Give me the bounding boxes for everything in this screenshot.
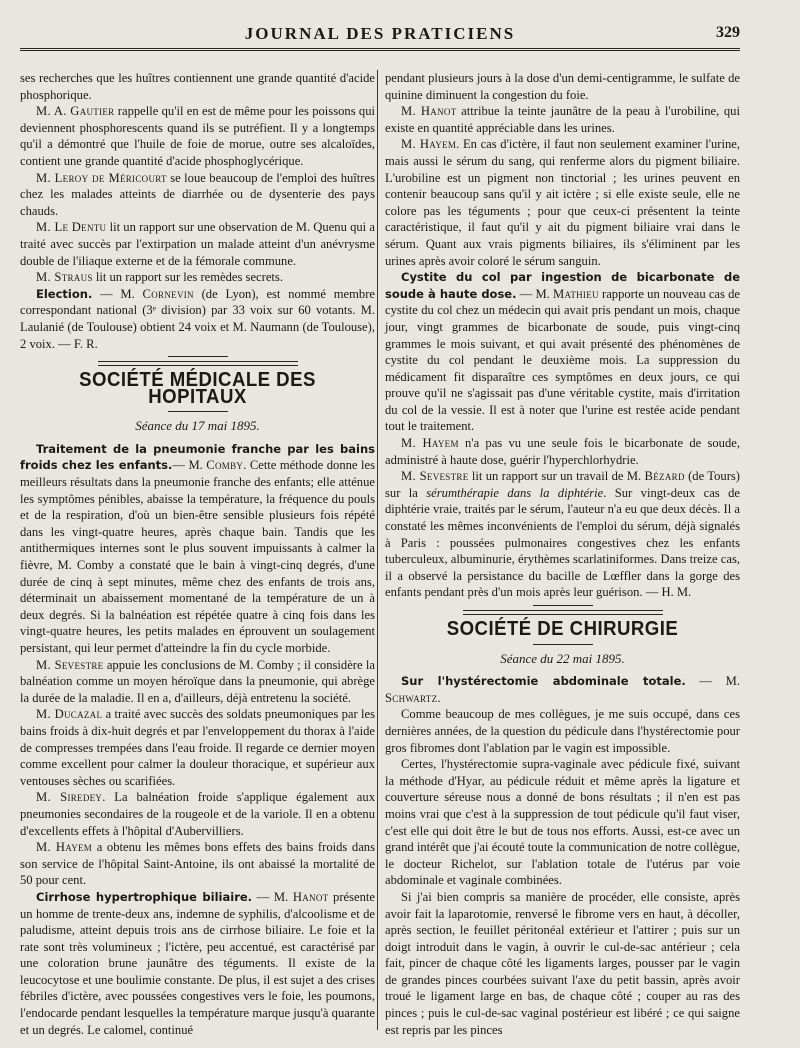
speaker-name: M. Leroy de Méricourt: [36, 170, 167, 185]
section-rule: [533, 644, 593, 645]
section-rule: [168, 411, 228, 412]
speaker-name: M. Ducazal: [36, 707, 103, 722]
paragraph: M. Leroy de Méricourt se loue beaucoup de l'emploi des huîtres chez les malades atteints de diarrhée ou de dysenterie des pays chauds.: [20, 170, 375, 218]
speaker-name: M. Hayem: [401, 137, 457, 152]
paragraph: M. Sevestre appuie les conclusions de M. Comby ; il considère la balnéation comme un moyen héroïque dans la pneumonie, qui abrège la durée de la maladie. Il en a, d'ailleurs, déjà entretenu la société.: [20, 657, 375, 705]
right-column: [385, 70, 740, 1038]
paragraph: pendant plusieurs jours à la dose d'un demi-centigramme, le sulfate de quinine diminuent la congestion du foie.: [385, 71, 740, 102]
paragraph: M. Ducazal a traité avec succès des soldats pneumoniques par les bains froids à dix-huit degrés et par l'enveloppement du thorax à l'aide de compresses trempées dans l'eau froide. Il regarde ce dernier moyen comme excellent pour calmer la douleur thoracique, et supérieur aux ventouses sèches ou scarifiées.: [20, 707, 375, 788]
signature: — H. M.: [642, 585, 692, 600]
run-in-heading: Election.: [36, 286, 93, 301]
paragraph: Certes, l'hystérectomie supra-vaginale avec pédicule fixé, suivant la méthode d'Hyar, au pédicule réduit et même après la ligature et couverture séreuse nous a donné de bons résultats ; il n'en est pas moins vrai que c'est à la suppression de tout pédicule qu'il faut viser, c'est elle qui doit être le but de tous nos efforts. Aussi, est-ce avec un grand intérêt que j'ai écouté toute la communication de notre collègue, le docteur Richelot, sur l'ablation totale de l'utérus par voie abdominale et vaginale combinées.: [385, 757, 740, 888]
speaker-name: M. Hanot: [401, 104, 457, 119]
paragraph: M. Sevestre lit un rapport sur un travail de M. Bézard (de Tours) sur la sérumthérapie dans la diphtérie. Sur vingt-deux cas de diphtérie vraie, traités par le sérum, l'auteur n'a eu que deux décès. Il a constaté les mêmes inconvénients de l'emploi du sérum, déjà signalés à Paris : poussées pulmonaires congestives chez les enfants tuberculeux, albuminurie, érythèmes scarlatiniformes. Dans treize cas, il a observé la persistance du bacille de Lœffler dans la gorge des enfants pendant près d'un mois après leur guérison. — H. M.: [385, 469, 741, 600]
paragraph: M. Hayem a obtenu les mêmes bons effets des bains froids dans son service de l'hôpital Saint-Antoine, ils ont abaissé la mortalité de 50 pour cent.: [20, 840, 375, 888]
speaker-name: M. Sevestre: [36, 657, 104, 672]
speaker-name: Bézard: [644, 469, 685, 484]
paragraph: Sur l'hystérectomie abdominale totale. — M. Schwartz.: [385, 674, 740, 705]
speaker-name: M. Hayem: [401, 436, 459, 451]
left-column: [20, 70, 375, 1038]
run-in-heading: Cirrhose hypertrophique biliaire.: [36, 889, 253, 904]
paragraph: Cystite du col par ingestion de bicarbonate de soude à haute dose. — M. Mathieu rapporte un nouveau cas de cystite du col chez un médecin qui avait pris pendant un mois, chaque jour, vingt grammes de bicarbonate de soude, puis vingt-cinq grammes le mois suivant, et qui avait présenté des phénomènes de cystite du col pendant le deuxième mois. La suppression du médicament fit disparaître ces symptômes en deux jours, ce qui prouve qu'il ne s'agissait pas d'une véritable cystite, mais d'irritation du col de la vessie. Il est à noter que l'urine est restée acide pendant tout le traitement.: [385, 270, 740, 434]
paragraph: M. Siredey. La balnéation froide s'applique également aux pneumonies secondaires de la rougeole et de la variole. Il en a obtenu d'excellents effets à l'hôpital d'Aubervilliers.: [20, 790, 375, 838]
signature: — F. R.: [54, 336, 98, 351]
speaker-name: M. Hayem: [36, 840, 93, 855]
paragraph: Si j'ai bien compris sa manière de procéder, elle consiste, après avoir fait la laparotomie, renversé le fibrome vers en haut, à décoller, après section, le feuillet péritonéal extérieur et l'attirer ; puis sur un doigt introduit dans le vagin, à ouvrir le cul-de-sac antérieur ; cela fait, pincer de chaque côté les ligaments larges, pousser par le vagin de grandes pinces courbées suivant l'axe du petit bassin, après avoir troué le ligament large en bas, de chaque côté ; couper au ras des pinces ; puis le cul-de-sac vaginal postérieur est libéré ; ce qui saigne est repris par les pinces: [385, 889, 740, 1037]
paragraph: M. Hayem n'a pas vu une seule fois le bicarbonate de soude, administré à haute dose, guérir l'hyperchlorhydrie.: [385, 436, 740, 467]
paragraph: Traitement de la pneumonie franche par les bains froids chez les enfants.— M. Comby. Cette méthode donne les meilleurs résultats dans la pneumonie franche des enfants; elle atténue les symptômes pénibles, abaisse la température, la fréquence du pouls et de la respiration, d'où un bien-être sensible plusieurs fois répété dans les vingt-quatre heures, après chaque bain. Tandis que les antithermiques internes sont le plus souvent impuissants à calmer la fièvre, M. Comby a constaté que le bain à vingt-cinq degrés, d'une durée de cinq à sept minutes, même chez des enfants de trois ans, déterminait un abaissement momentané de la température de un à deux degrés. Si la balnéation est répétée quatre à cinq fois dans les vingt-quatre heures, les petits malades en éprouvent un soulagement persistant, qui leur permet d'atteindre la fin du cycle morbide.: [20, 441, 375, 655]
run-in-heading: Cystite du col par ingestion de bicarbonate de soude à haute dose.: [385, 270, 740, 301]
paragraph: Election. — M. Cornevin (de Lyon), est nommé membre correspondant national (3ᵉ division) par 33 voix sur 60 votants. M. Laulanié (de Toulouse) obtient 24 voix et M. Naumann (de Toulouse), 2 voix. — F. R.: [20, 286, 375, 351]
paragraph: M. Hanot attribue la teinte jaunâtre de la peau à l'urobiline, qui existe en quantité appréciable dans les urines.: [385, 104, 740, 135]
speaker-name: Hanot: [292, 889, 329, 904]
speaker-name: M. Siredey: [36, 790, 103, 805]
italic-term: sérumthérapie dans la diphtérie: [426, 485, 604, 500]
section-rule: [168, 356, 228, 357]
run-in-heading: Sur l'hystérectomie abdominale totale.: [401, 674, 686, 689]
session-date: Séance du 17 mai 1895.: [135, 418, 260, 434]
section-title: SOCIÉTÉ MÉDICALE DES HOPITAUX: [79, 369, 316, 408]
section-rule-double: [463, 610, 663, 615]
paragraph: M. Hayem. En cas d'ictère, il faut non seulement examiner l'urine, mais aussi le sérum du sang, qui renferme alors du pigment biliaire. L'urobiline est un pigment non tinctorial ; les urines peuvent en contenir beaucoup sans qu'il y ait ictère ; si elle existe seule, elle ne colore pas les téguments ; pour que ceux-ci présentent la teinte caractéristique, il faut qu'il y ait du pigment biliaire vrai dans le sérum. Quant aux vrais pigments biliaires, ils s'éliminent par les urines après avoir coloré le sérum sanguin.: [385, 137, 740, 268]
speaker-name: M. Sevestre: [401, 469, 469, 484]
speaker-name: Schwartz: [385, 690, 438, 705]
section-title: SOCIÉTÉ DE CHIRURGIE: [446, 618, 679, 640]
paragraph: M. Straus lit un rapport sur les remèdes secrets.: [36, 270, 283, 285]
speaker-name: M. Straus: [36, 270, 93, 285]
running-head: [20, 24, 740, 51]
run-in-heading: Traitement de la pneumonie franche par les bains froids chez les enfants.: [20, 441, 375, 473]
speaker-name: M. A. Gautier: [36, 104, 115, 119]
speaker-name: Comby: [206, 458, 244, 473]
paragraph: ses recherches que les huîtres contiennent une grande quantité d'acide phosphorique.: [20, 71, 375, 102]
paragraph: Cirrhose hypertrophique biliaire. — M. Hanot présente un homme de trente-deux ans, indemne de syphilis, d'alcoolisme et de paludisme, atteint depuis trois ans de cirrhose biliaire. Le foie et la rate sont très volumineux ; l'ictère, peu accentué, est caractérisé par une coloration brune jaunâtre des téguments. Il existe de la leucocytose et une boulimie constante. De plus, il est sujet a des crises fébriles d'ictère, avec poussées congestives vers le foie, les poumons, l'endocarde pendant lesquelles la température marque jusqu'à quarante et un degrés. Le calomel, continué: [20, 889, 375, 1037]
paragraph: Comme beaucoup de mes collègues, je me suis occupé, dans ces dernières années, de la question du pédicule dans l'hystérectomie pour gros fibromes dont l'ablation par le vagin est impossible.: [385, 707, 740, 755]
speaker-name: M. Le Dentu: [36, 220, 107, 235]
session-date: Séance du 22 mai 1895.: [500, 650, 625, 666]
paragraph: M. Le Dentu lit un rapport sur une observation de M. Quenu qui a traité avec succès par l'extirpation un malade atteint d'un anévrysme double de l'iliaque externe et de la fémorale commune.: [20, 220, 375, 268]
section-rule-double: [98, 361, 298, 366]
page-number: 329: [716, 24, 740, 41]
column-rule: [377, 70, 378, 1030]
journal-title: JOURNAL DES PRATICIENS: [244, 24, 516, 43]
speaker-name: Mathieu: [553, 286, 599, 301]
paragraph: M. A. Gautier rappelle qu'il en est de même pour les poissons qui deviennent phosphorescents quand ils se putréfient. Il y a longtemps qu'il a démontré que l'huile de foie de morue, outre ses alcaloïdes, contient une grande quantité d'acide phosphoglycérique.: [20, 104, 375, 168]
section-rule: [533, 605, 593, 606]
speaker-name: Cornevin: [142, 286, 194, 301]
